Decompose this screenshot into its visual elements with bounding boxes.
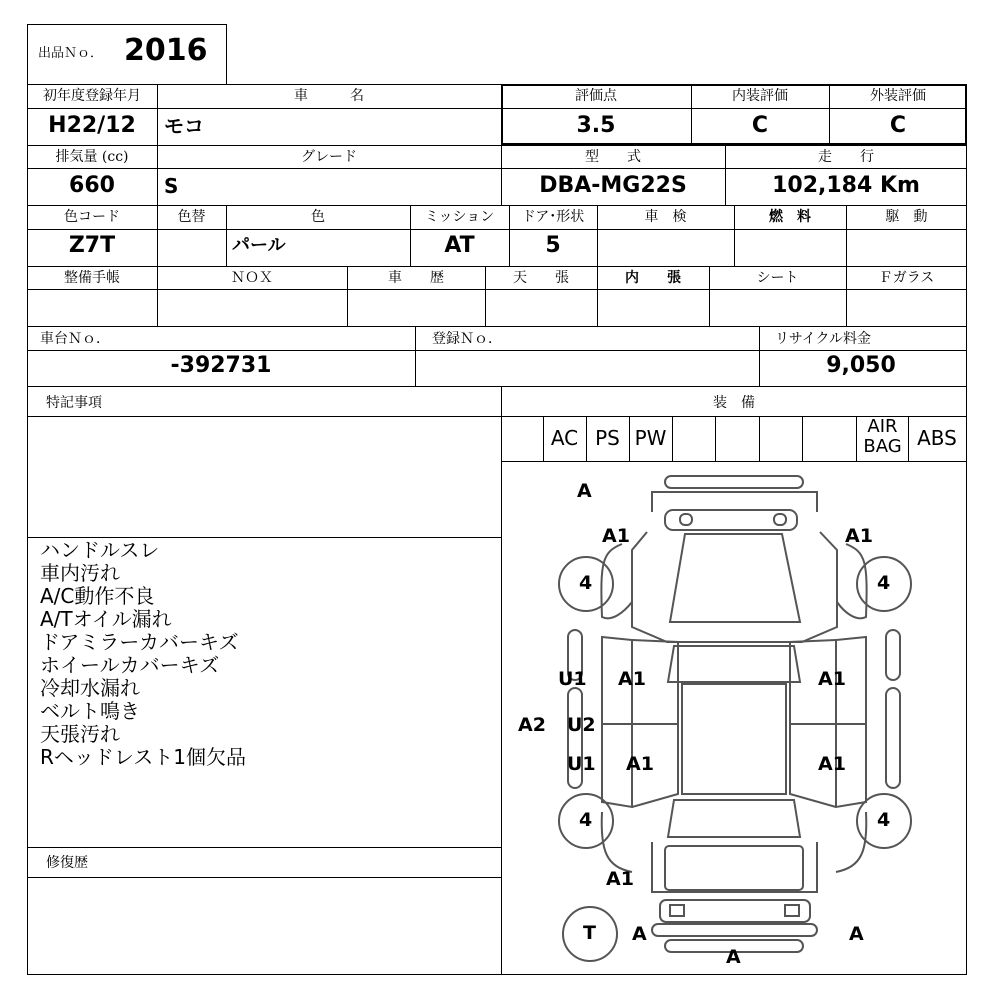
note-item: 車内汚れ (40, 561, 120, 585)
nox-label: ＮＯＸ (231, 270, 273, 286)
history-label: 車 歴 (388, 270, 444, 286)
damage-mark: U2 (567, 714, 596, 736)
inner-label: 内 張 (625, 270, 681, 286)
tire-rear-right: 4 (877, 809, 891, 831)
recycle-value: 9,050 (826, 353, 896, 378)
door-label: ドア･形状 (521, 209, 585, 225)
first-reg-label: 初年度登録年月 (43, 88, 141, 104)
chassis-value: -392731 (170, 353, 272, 378)
damage-mark: A (632, 923, 647, 945)
damage-mark: A1 (626, 753, 654, 775)
maintenance-label: 整備手帳 (64, 270, 120, 286)
car-name-value: モコ (164, 114, 204, 138)
recycle-label: リサイクル料金 (775, 331, 872, 347)
damage-mark: A (577, 480, 592, 502)
score-label: 評価点 (575, 88, 617, 104)
mission-value: AT (444, 233, 475, 258)
model-label: 型 式 (585, 149, 641, 165)
model-value: DBA-MG22S (539, 173, 687, 198)
note-item: ホイールカバーキズ (40, 653, 220, 677)
tire-rear-left: 4 (579, 809, 593, 831)
spare-tire: T (583, 922, 596, 944)
damage-mark: A (849, 923, 864, 945)
color-label: 色 (311, 209, 325, 225)
exterior-label: 外装評価 (870, 88, 926, 104)
interior-value: C (751, 113, 769, 138)
note-item: A/C動作不良 (40, 584, 155, 608)
roof-label: 天 張 (513, 270, 569, 286)
mileage-value: 102,184 Km (772, 173, 920, 198)
remarks-label: 特記事項 (46, 395, 102, 411)
drive-label: 駆 動 (885, 209, 928, 225)
grade-value: S (164, 174, 179, 198)
color-code-label: 色コード (64, 209, 120, 225)
regno-label: 登録Ｎｏ． (432, 331, 502, 347)
lot-box (27, 24, 227, 85)
lot-number: 2016 (124, 33, 208, 68)
notes-list (40, 539, 246, 769)
note-item: A/Tオイル漏れ (40, 607, 172, 631)
seat-label: シート (756, 270, 799, 286)
note-item: Rヘッドレスト1個欠品 (40, 745, 247, 769)
damage-mark: A2 (518, 714, 546, 736)
damage-mark: A1 (602, 525, 630, 547)
note-item: ハンドルスレ (40, 538, 160, 562)
fglass-label: Ｆガラス (878, 270, 935, 286)
tire-front-right: 4 (877, 572, 891, 594)
fuel-label: 燃 料 (769, 209, 811, 225)
equip-ac: AC (550, 426, 579, 450)
interior-label: 内装評価 (732, 88, 788, 104)
displacement-value: 660 (69, 173, 115, 198)
damage-mark: A1 (606, 868, 634, 890)
inspection-label: 車 検 (644, 209, 687, 225)
grade-label: グレード (301, 149, 357, 165)
equip-pw: PW (634, 426, 667, 450)
note-item: 冷却水漏れ (40, 676, 140, 700)
note-item: 天張汚れ (40, 722, 120, 746)
damage-mark: A1 (818, 668, 846, 690)
first-reg-value: H22/12 (48, 113, 136, 138)
mission-label: ミッション (424, 209, 495, 225)
note-item: ベルト鳴き (40, 699, 140, 723)
door-value: 5 (545, 233, 561, 258)
note-item: ドアミラーカバーキズ (40, 630, 239, 654)
damage-mark: U1 (558, 668, 587, 690)
score-value: 3.5 (576, 113, 616, 138)
repaint-label: 色替 (177, 209, 206, 225)
tire-front-left: 4 (579, 572, 593, 594)
repair-label: 修復歴 (46, 855, 88, 871)
damage-mark: U1 (567, 753, 596, 775)
car-name-label: 車 名 (294, 88, 364, 104)
color-code-value: Z7T (68, 233, 116, 258)
equip-airbag: AIR BAG (863, 416, 902, 457)
damage-mark: A1 (618, 668, 646, 690)
displacement-label: 排気量 (cc) (55, 149, 129, 165)
exterior-value: C (889, 113, 907, 138)
damage-mark: A1 (818, 753, 846, 775)
mileage-label: 走 行 (818, 149, 874, 165)
color-value: パール (232, 235, 286, 256)
damage-mark: A1 (845, 525, 873, 547)
lot-label: 出品Ｎｏ． (38, 46, 104, 61)
damage-mark: A (726, 946, 741, 968)
chassis-label: 車台Ｎｏ． (40, 331, 110, 347)
equipment-label: 装 備 (713, 395, 755, 411)
equip-ps: PS (595, 426, 620, 450)
equip-abs: ABS (917, 426, 957, 450)
